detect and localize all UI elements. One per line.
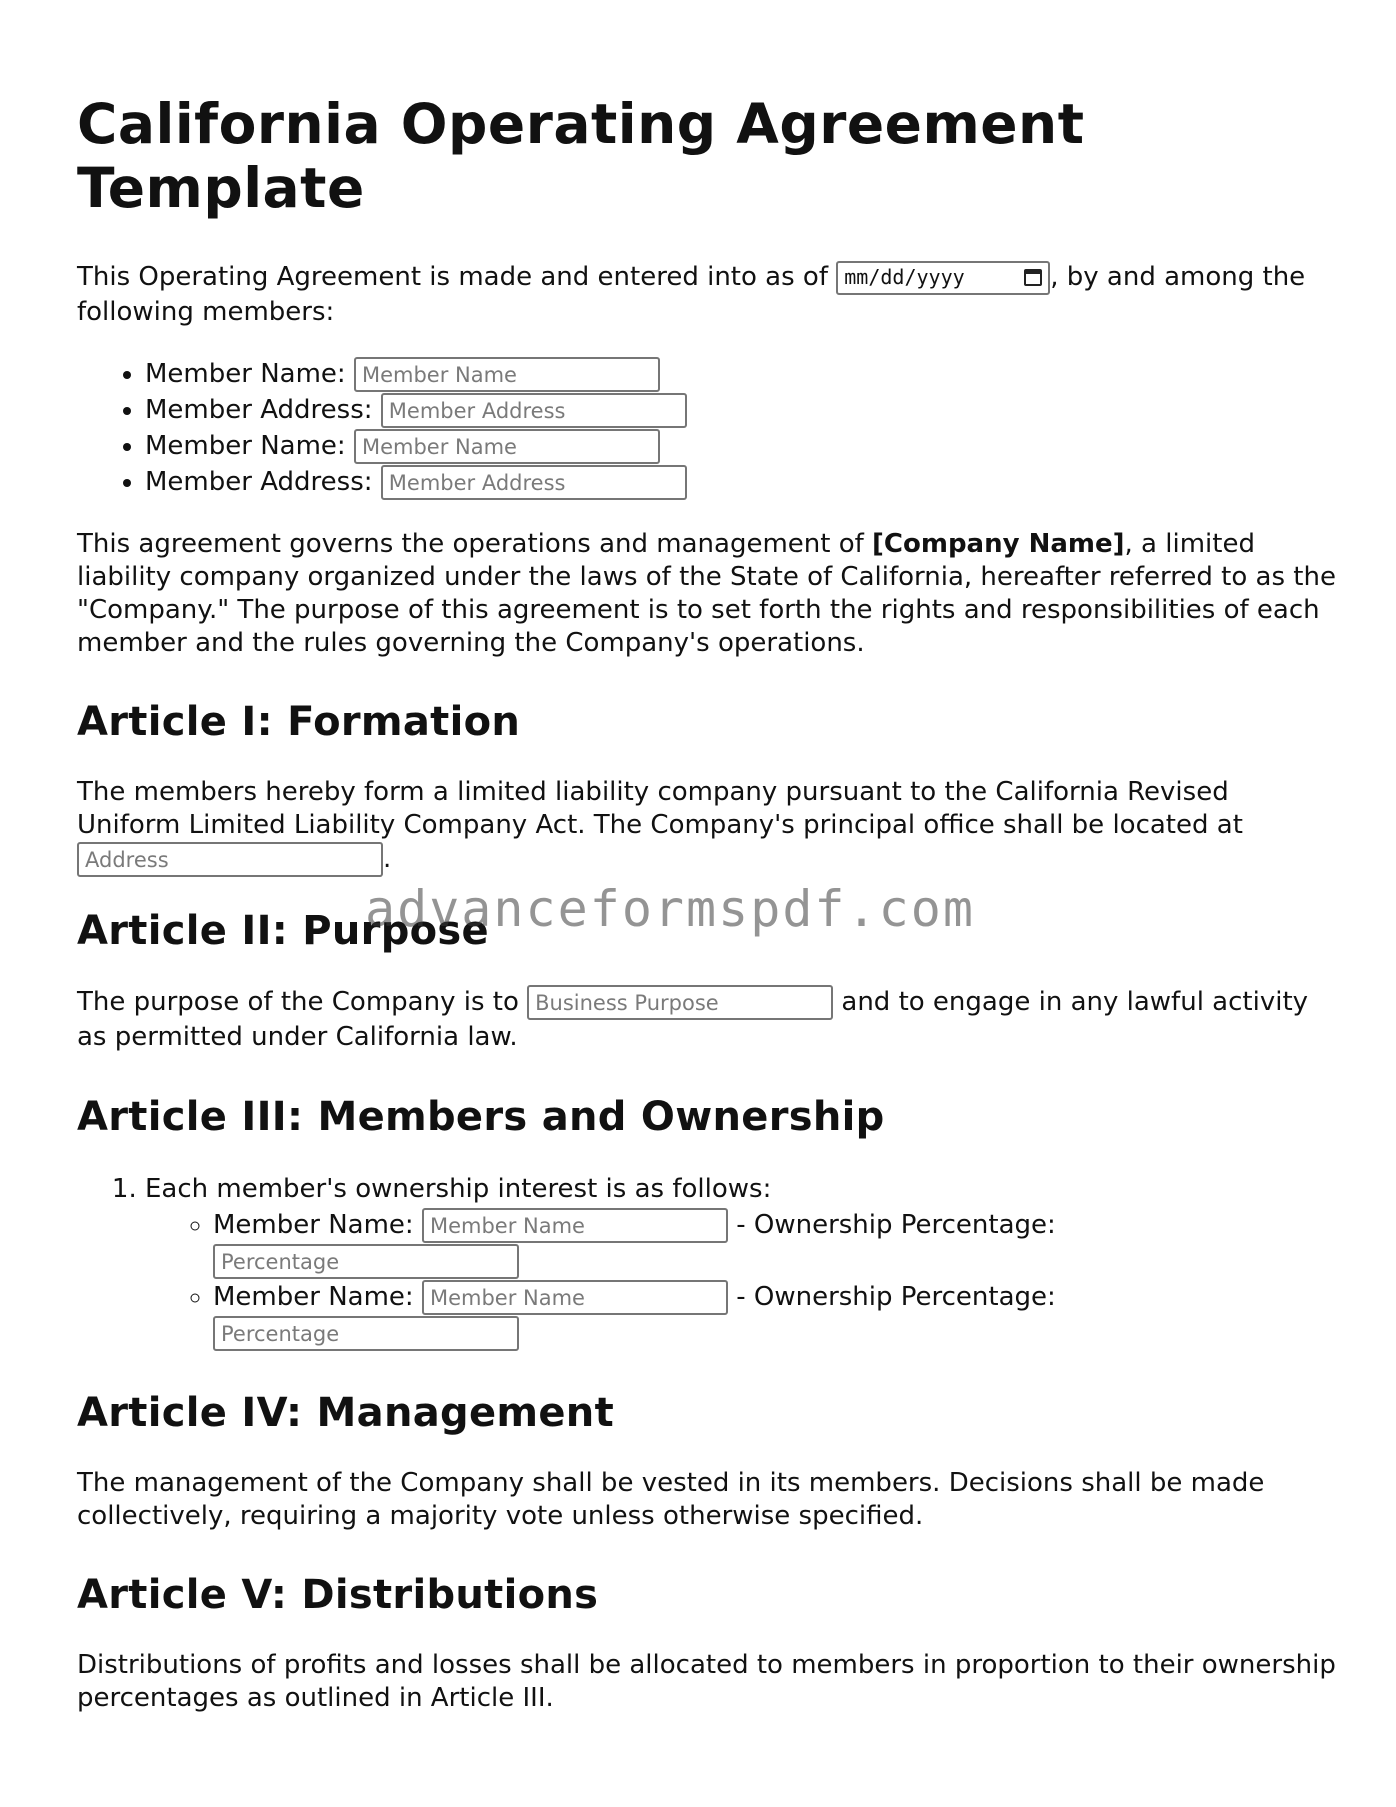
article-1-paragraph	[77, 776, 1337, 877]
article-1-text: The members hereby form a limited liability company pursuant to the California Revised Uniform Limited Liability Company Act. The Company's principal office shall be located at	[77, 777, 1243, 840]
article-4-paragraph: The management of the Company shall be vested in its members. Decisions shall be made collectively, requiring a majority vote unless otherwise specified.	[77, 1468, 1265, 1531]
company-name-placeholder: [Company Name]	[872, 529, 1125, 559]
calendar-icon[interactable]	[1024, 269, 1042, 286]
list-item	[145, 1171, 1337, 1351]
member-address-input[interactable]	[381, 393, 687, 428]
intro-text-before: This Operating Agreement is made and entered into as of	[77, 262, 837, 292]
governs-paragraph	[77, 528, 1337, 660]
article-2-text-before: The purpose of the Company is to	[77, 987, 528, 1017]
ownership-percentage-label: - Ownership Percentage:	[727, 1282, 1056, 1312]
article-3-heading: Article III: Members and Ownership	[77, 1094, 885, 1140]
ownership-percentage-input[interactable]	[213, 1316, 519, 1351]
governs-text-before: This agreement governs the operations and management of	[77, 529, 873, 559]
article-2-paragraph	[77, 985, 1337, 1055]
article-2-text-after: and to engage in any lawful activity as permitted under California law.	[77, 987, 1309, 1052]
article-1-period: .	[383, 844, 392, 874]
member-address-label: Member Address:	[145, 395, 381, 425]
ownership-list	[77, 1171, 1337, 1351]
ownership-sublist	[145, 1207, 1337, 1351]
article-5-paragraph: Distributions of profits and losses shall be allocated to members in proportion to their ownership percentages as outlined in Article III.	[77, 1650, 1336, 1713]
date-placeholder: mm/dd/yyyy	[844, 265, 965, 289]
governs-text-after: , a limited liability company organized under the laws of the State of California, hereafter referred to as the "Company." The purpose of this agreement is to set forth the rights and responsibilities of each member and the rules governing the Company's operations.	[77, 529, 1336, 658]
intro-text-after: , by and among the following members:	[77, 262, 1306, 327]
business-purpose-input[interactable]	[527, 985, 833, 1020]
ownership-row	[213, 1207, 1337, 1279]
member-name-input[interactable]	[354, 357, 660, 392]
owner-name-input[interactable]	[422, 1280, 728, 1315]
member-list	[77, 356, 1337, 500]
member-name-label: Member Name:	[145, 359, 354, 389]
intro-paragraph	[77, 260, 1337, 330]
member-name-input[interactable]	[354, 429, 660, 464]
article-4-heading: Article IV: Management	[77, 1390, 614, 1436]
ownership-row	[213, 1279, 1337, 1351]
ownership-intro: Each member's ownership interest is as follows:	[145, 1174, 772, 1204]
member-address-input[interactable]	[381, 465, 687, 500]
article-1-heading: Article I: Formation	[77, 699, 521, 745]
list-item	[145, 428, 1337, 464]
ownership-percentage-label: - Ownership Percentage:	[727, 1210, 1056, 1240]
document-page	[77, 92, 1337, 1715]
watermark: advanceformspdf.com	[365, 880, 975, 938]
agreement-date-input[interactable]	[836, 261, 1050, 295]
principal-office-address-input[interactable]	[77, 842, 383, 877]
owner-name-input[interactable]	[422, 1208, 728, 1243]
list-item	[145, 464, 1337, 500]
member-name-label: Member Name:	[213, 1282, 422, 1312]
page-title: California Operating Agreement Template	[77, 92, 1085, 220]
article-2-heading: Article II: Purpose	[77, 908, 489, 954]
ownership-percentage-input[interactable]	[213, 1244, 519, 1279]
list-item	[145, 356, 1337, 392]
member-name-label: Member Name:	[213, 1210, 422, 1240]
member-name-label: Member Name:	[145, 431, 354, 461]
member-address-label: Member Address:	[145, 467, 381, 497]
article-5-heading: Article V: Distributions	[77, 1572, 599, 1618]
list-item	[145, 392, 1337, 428]
